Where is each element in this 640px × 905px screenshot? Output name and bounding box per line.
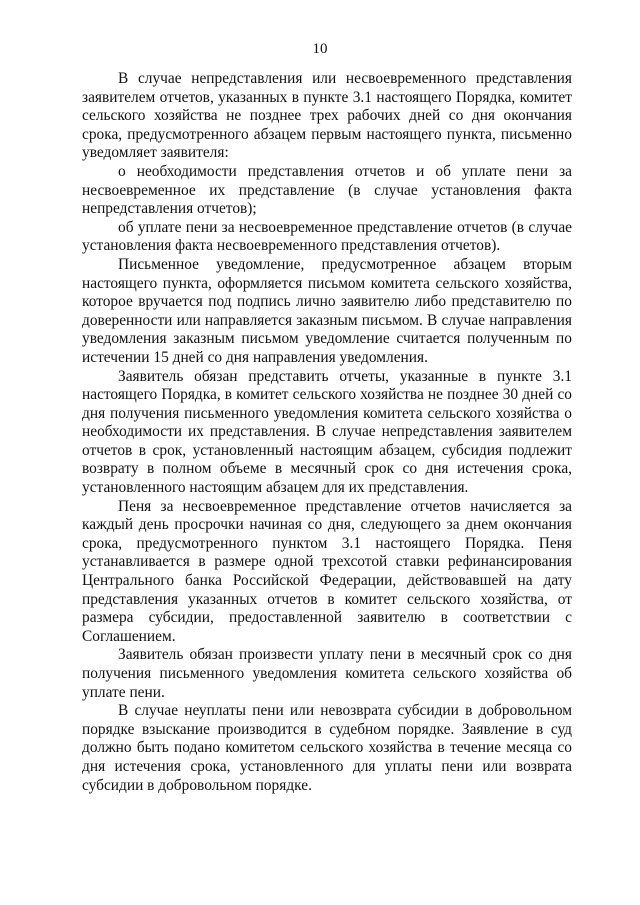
paragraph-item-late-submission: об уплате пени за несвоевременное представление отчетов (в случае установления факта несвоевременного представления отчетов). <box>82 218 572 255</box>
document-body <box>82 70 572 795</box>
paragraph-penalty-calculation: Пеня за несвоевременное представление отчетов начисляется за каждый день просрочки начиная со дня, следующего за днем окончания срока, предусмотренного пунктом 3.1 настоящего Порядка. Пеня устанавливается в размере одной трехсотой ставки рефинансирования Центрального банка Российской Федерации, действовавшей на дату представления указанных отчетов в комитет сельского хозяйства, от размера субсидии, предоставленной заявителю в соответствии с Соглашением. <box>82 497 572 645</box>
paragraph-item-nonsubmission: о необходимости представления отчетов и об уплате пени за несвоевременное их представление (в случае установления факта непредставления отчетов); <box>82 162 572 218</box>
paragraph-written-notice: Письменное уведомление, предусмотренное абзацем вторым настоящего пункта, оформляется письмом комитета сельского хозяйства, которое вручается под подпись лично заявителю либо представителю по доверенности или направляется заказным письмом. В случае направления уведомления заказным письмом уведомление считается полученным по истечении 15 дней со дня направления уведомления. <box>82 255 572 366</box>
paragraph-court-recovery: В случае неуплаты пени или невозврата субсидии в добровольном порядке взыскание производится в судебном порядке. Заявление в суд должно быть подано комитетом сельского хозяйства в течение месяца со дня истечения срока, установленного для уплаты пени или возврата субсидии в добровольном порядке. <box>82 702 572 794</box>
paragraph-applicant-obligation: Заявитель обязан представить отчеты, указанные в пункте 3.1 настоящего Порядка, в комитет сельского хозяйства не позднее 30 дней со дня получения письменного уведомления комитета сельского хозяйства о необходимости их представления. В случае непредставления заявителем отчетов в срок, установленный настоящим абзацем, субсидия подлежит возврату в полном объеме в месячный срок со дня истечения срока, установленного настоящим абзацем для их представления. <box>82 367 572 497</box>
paragraph-penalty-payment: Заявитель обязан произвести уплату пени в месячный срок со дня получения письменного уведомления комитета сельского хозяйства об уплате пени. <box>82 646 572 701</box>
paragraph-notification-rule: В случае непредставления или несвоевременного представления заявителем отчетов, указанных в пункте 3.1 настоящего Порядка, комитет сельского хозяйства не позднее трех рабочих дней со дня окончания срока, предусмотренного абзацем первым настоящего пункта, письменно уведомляет заявителя: <box>82 70 572 162</box>
page-number: 10 <box>312 41 328 57</box>
